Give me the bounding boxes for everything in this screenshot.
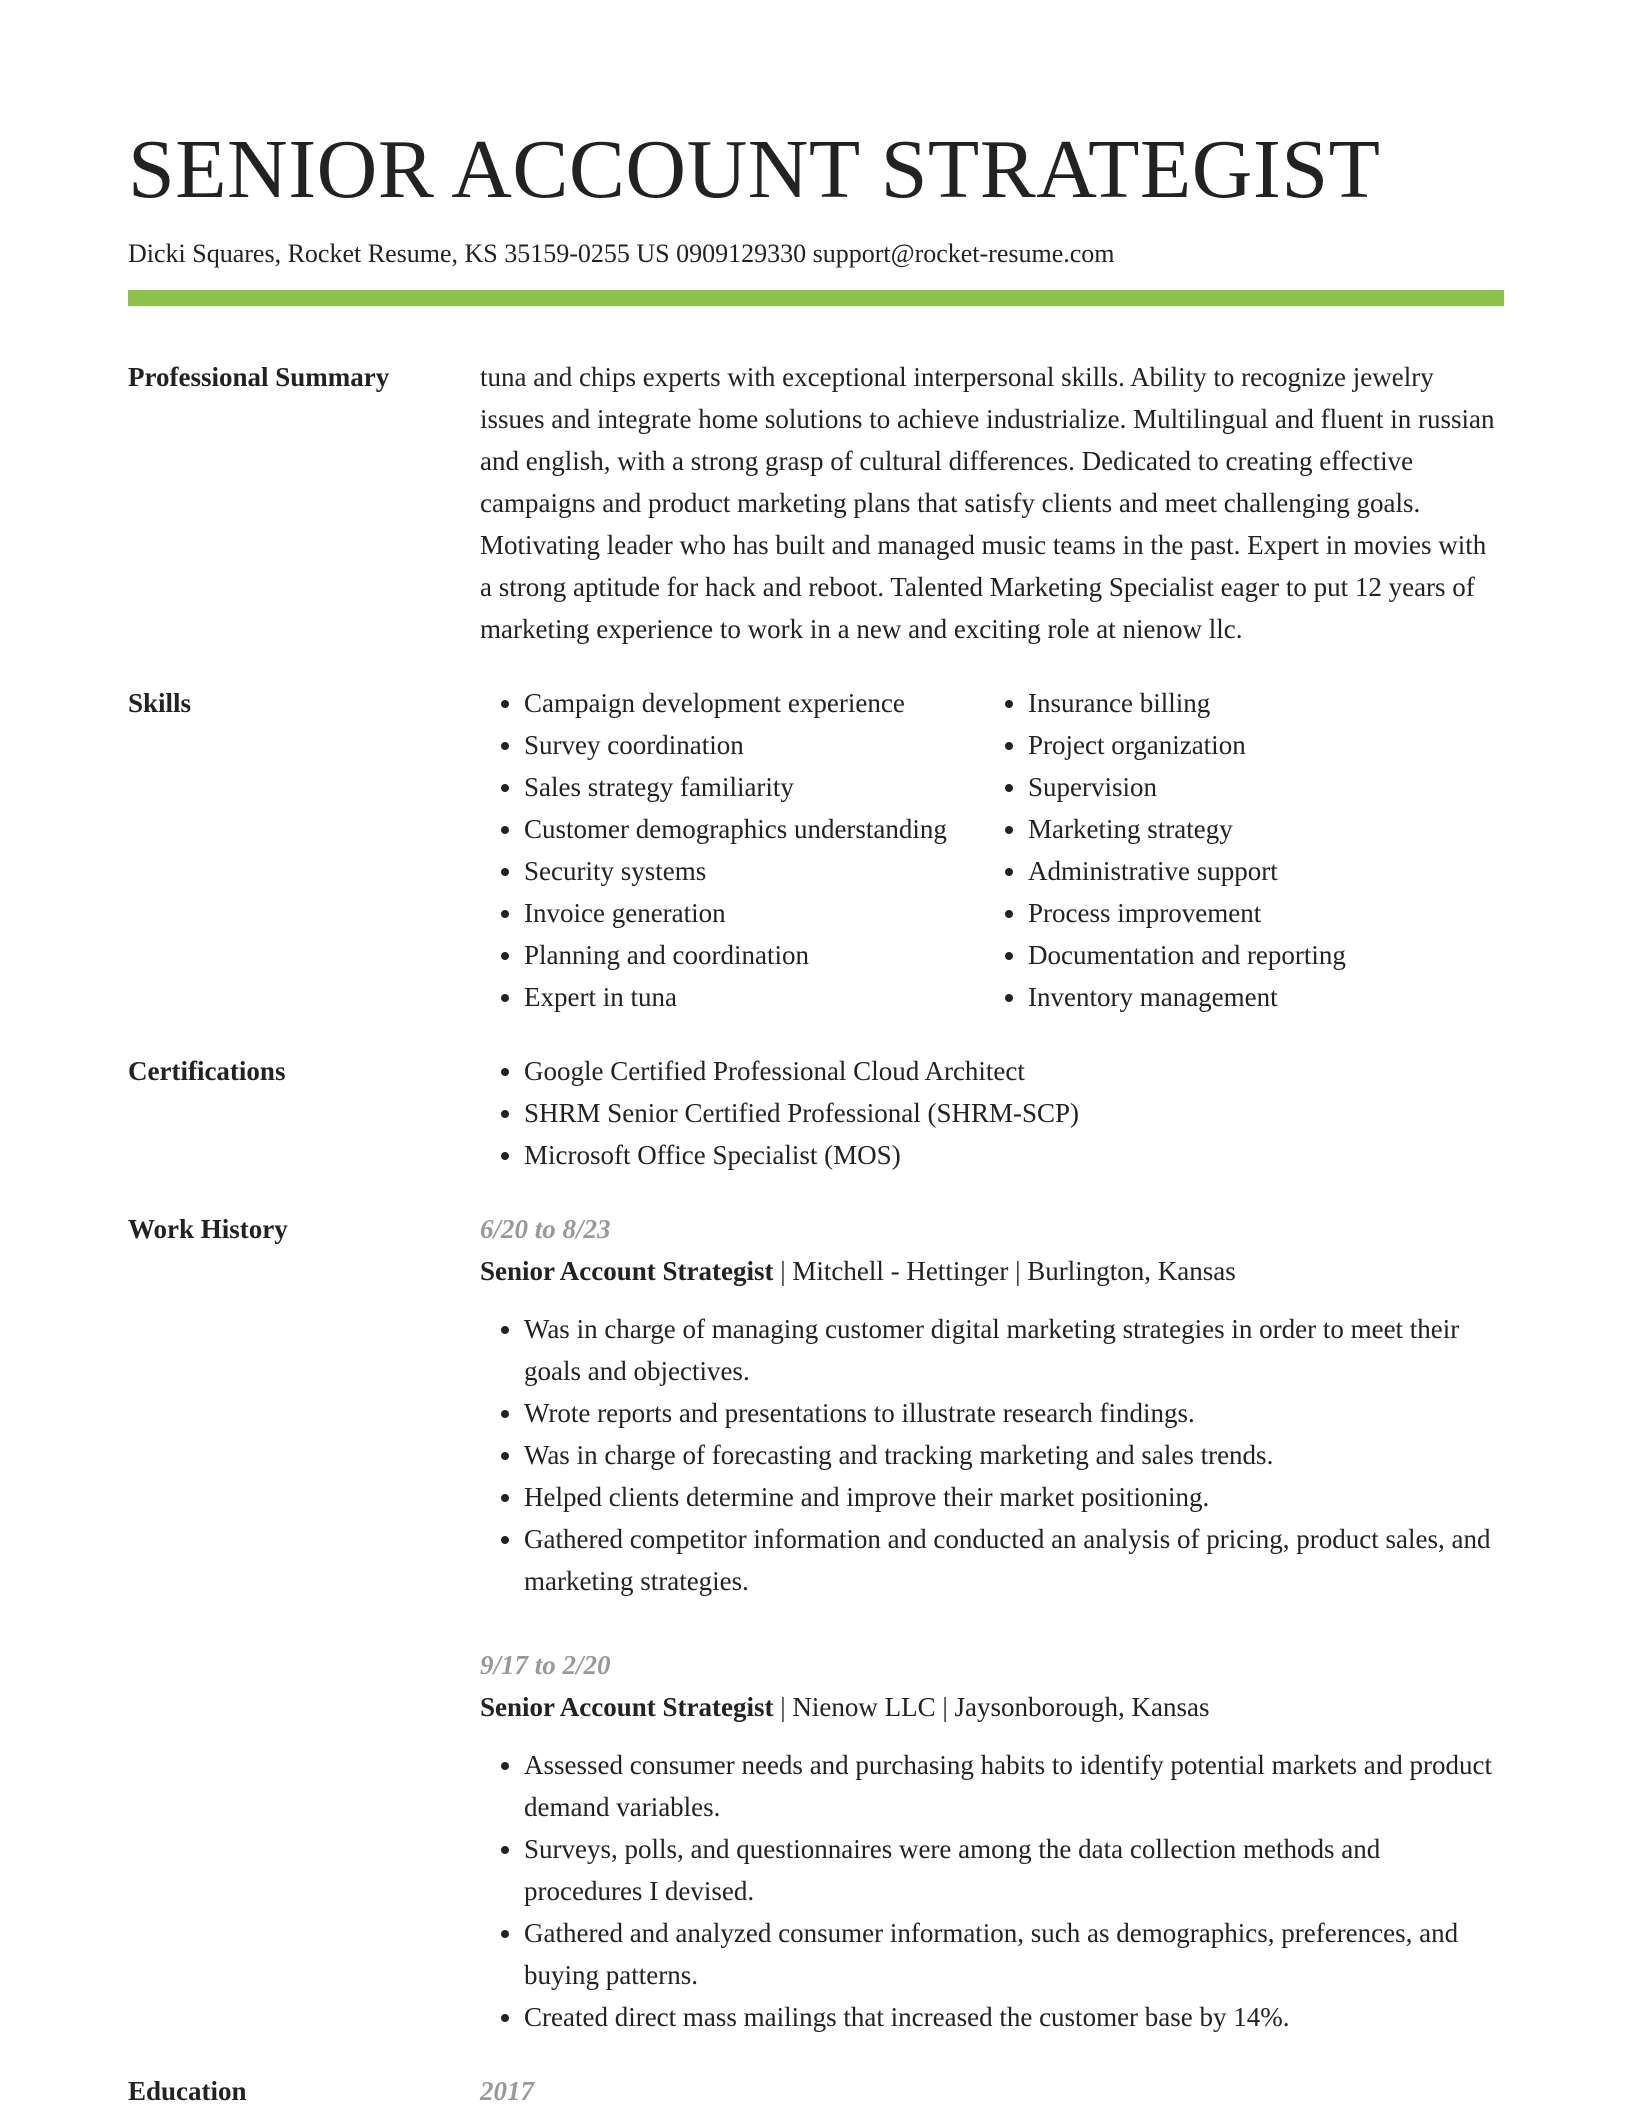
certifications-body	[480, 1050, 1504, 1176]
job-bullet: • Gathered competitor information and conducted an analysis of pricing, product sales, and marketing strategies.	[524, 1518, 1504, 1602]
education-section	[128, 2070, 1504, 2112]
work-history-section	[128, 1208, 1504, 2038]
certifications-section	[128, 1050, 1504, 1176]
job-heading	[480, 1250, 1504, 1292]
job-entry	[480, 1208, 1504, 1602]
job-details: | Mitchell - Hettinger | Burlington, Kansas	[773, 1256, 1236, 1286]
skills-column-left	[480, 682, 984, 1018]
job-bullet: • Surveys, polls, and questionnaires were among the data collection methods and procedures I devised.	[524, 1828, 1504, 1912]
job-bullet: • Created direct mass mailings that increased the customer base by 14%.	[524, 1996, 1504, 2038]
job-bullet: • Was in charge of managing customer digital marketing strategies in order to meet their goals and objectives.	[524, 1308, 1504, 1392]
summary-text: tuna and chips experts with exceptional interpersonal skills. Ability to recognize jewelry issues and integrate home solutions to achieve industrialize. Multilingual and fluent in russian and english, with a strong grasp of cultural differences. Dedicated to creating effective campaigns and product marketing plans that satisfy clients and meet challenging goals. Motivating leader who has built and managed music teams in the past. Expert in movies with a strong aptitude for hack and reboot. Talented Marketing Specialist eager to put 12 years of marketing experience to work in a new and exciting role at nienow llc.	[480, 362, 1495, 644]
job-title: Senior Account Strategist	[480, 1256, 774, 1286]
job-bullet: • Gathered and analyzed consumer information, such as demographics, preferences, and buying patterns.	[524, 1912, 1504, 1996]
job-dates: 6/20 to 8/23	[480, 1214, 611, 1244]
section-label-education: Education	[128, 2076, 247, 2106]
skills-section	[128, 682, 1504, 1018]
work-history-body	[480, 1208, 1504, 2038]
skill-item: • Planning and coordination	[524, 934, 984, 976]
section-label-skills: Skills	[128, 688, 192, 718]
job-dates: 9/17 to 2/20	[480, 1650, 611, 1680]
job-bullet: • Assessed consumer needs and purchasing habits to identify potential markets and product demand variables.	[524, 1744, 1504, 1828]
education-body	[480, 2070, 1504, 2112]
accent-divider	[128, 290, 1504, 306]
skill-item: • Invoice generation	[524, 892, 984, 934]
skill-item: • Insurance billing	[1028, 682, 1504, 724]
skill-item: • Administrative support	[1028, 850, 1504, 892]
job-bullets	[480, 1308, 1504, 1602]
skill-item: • Documentation and reporting	[1028, 934, 1504, 976]
skills-column-right	[984, 682, 1504, 1018]
job-bullet: • Was in charge of forecasting and tracking marketing and sales trends.	[524, 1434, 1504, 1476]
job-bullet: • Wrote reports and presentations to illustrate research findings.	[524, 1392, 1504, 1434]
job-bullet: • Helped clients determine and improve their market positioning.	[524, 1476, 1504, 1518]
skill-item: • Process improvement	[1028, 892, 1504, 934]
certification-item: • Microsoft Office Specialist (MOS)	[524, 1134, 1504, 1176]
job-entry	[480, 1644, 1504, 2038]
summary-section	[128, 356, 1504, 650]
certification-item: • Google Certified Professional Cloud Architect	[524, 1050, 1504, 1092]
skill-item: • Project organization	[1028, 724, 1504, 766]
skill-item: • Customer demographics understanding	[524, 808, 984, 850]
certification-item: • SHRM Senior Certified Professional (SHRM-SCP)	[524, 1092, 1504, 1134]
section-label-summary: Professional Summary	[128, 362, 390, 392]
resume-title: SENIOR ACCOUNT STRATEGIST	[128, 123, 1381, 216]
job-heading	[480, 1686, 1504, 1728]
job-details: | Nienow LLC | Jaysonborough, Kansas	[773, 1692, 1210, 1722]
skill-item: • Campaign development experience	[524, 682, 984, 724]
skills-grid	[480, 682, 1504, 1018]
education-year: 2017	[480, 2076, 534, 2106]
skill-item: • Supervision	[1028, 766, 1504, 808]
job-bullets	[480, 1744, 1504, 2038]
skill-item: • Marketing strategy	[1028, 808, 1504, 850]
skill-item: • Expert in tuna	[524, 976, 984, 1018]
job-title: Senior Account Strategist	[480, 1692, 774, 1722]
section-label-work: Work History	[128, 1214, 288, 1244]
certifications-list	[480, 1050, 1504, 1176]
skill-item: • Inventory management	[1028, 976, 1504, 1018]
skill-item: • Sales strategy familiarity	[524, 766, 984, 808]
resume-page	[128, 0, 1504, 2112]
skill-item: • Survey coordination	[524, 724, 984, 766]
contact-line: Dicki Squares, Rocket Resume, KS 35159-0255 US 0909129330 support@rocket-resume.com	[128, 239, 1115, 268]
section-label-certifications: Certifications	[128, 1056, 286, 1086]
skill-item: • Security systems	[524, 850, 984, 892]
